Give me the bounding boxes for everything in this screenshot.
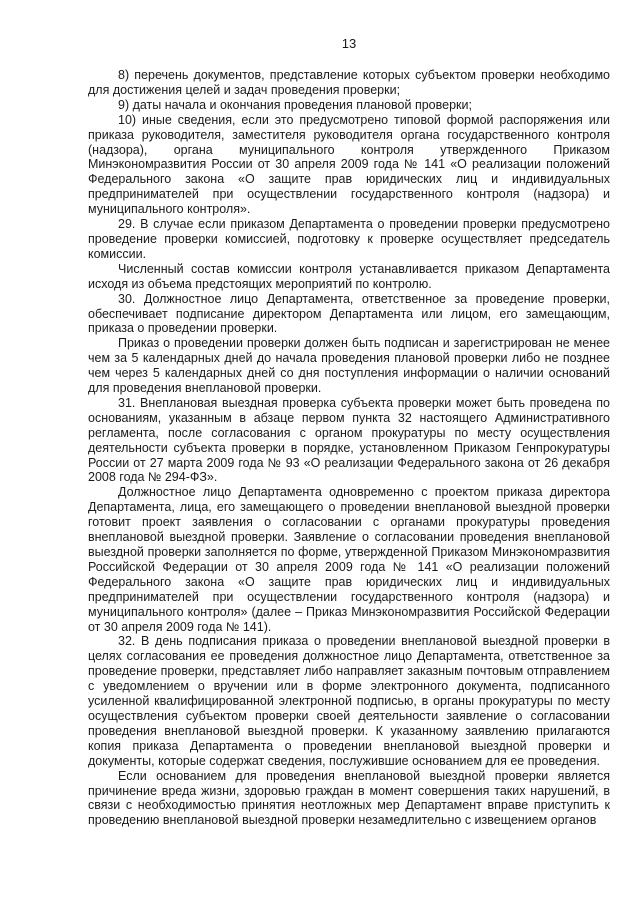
document-page (88, 36, 610, 828)
paragraph-urgent-inspection: Если основанием для проведения внеплановой выездной проверки является причинение вреда жизни, здоровью граждан в момент совершения таких нарушений, в связи с необходимостью принятия неотложных мер Департамент вправе приступить к проведению внеплановой выездной проверки незамедлительно с извещением органов (88, 768, 610, 828)
paragraph-clause-32: 32. В день подписания приказа о проведении внеплановой выездной проверки в целях согласования ее проведения должностное лицо Департамента, ответственное за проведение проверки, представляет либо направляет заказным почтовым отправлением с уведомлением о вручении или в форме электронного документа, подписанного усиленной квалифицированной электронной подписью, в органы прокуратуры по месту осуществления субъектом проверки своей деятельности заявление о согласовании проведения внеплановой выездной проверки. К указанному заявлению прилагаются копия приказа Департамента о проведении внеплановой выездной проверки и документы, которые содержат сведения, послужившие основанием для ее проведения. (88, 634, 610, 768)
paragraph-official-duties: Должностное лицо Департамента одновременно с проектом приказа директора Департамента, лица, его замещающего о проведении внеплановой выездной проверки готовит проект заявления о согласовании с органами прокуратуры проведения внеплановой выездной проверки. Заявление о согласовании проведения внеплановой выездной проверки заполняется по форме, утвержденной Приказом Минэкономразвития Российской Федерации от 30 апреля 2009 года № 141 «О реализации положений Федерального закона «О защите прав юридических лиц и индивидуальных предпринимателей при осуществлении государственного контроля (надзора) и муниципального контроля» (далее – Приказ Минэкономразвития Российской Федерации от 30 апреля 2009 года № 141). (88, 485, 610, 634)
document-body (88, 68, 610, 828)
paragraph-clause-30: 30. Должностное лицо Департамента, ответственное за проведение проверки, обеспечивает подписание директором Департамента или лицом, его замещающим, приказа о проведении проверки. (88, 291, 610, 336)
paragraph-item-9: 9) даты начала и окончания проведения плановой проверки; (118, 97, 472, 112)
paragraph-item-8: 8) перечень документов, представление которых субъектом проверки необходимо для достижения целей и задач проведения проверки; (88, 68, 610, 97)
paragraph-order-signing: Приказ о проведении проверки должен быть подписан и зарегистрирован не менее чем за 5 календарных дней до начала проведения плановой проверки либо не позднее чем через 5 календарных дней со дня поступления информации о наличии оснований для проведения внеплановой проверки. (88, 336, 610, 396)
paragraph-item-10: 10) иные сведения, если это предусмотрено типовой формой распоряжения или приказа руководителя, заместителя руководителя органа государственного контроля (надзора), органа муниципального контроля утвержденного Приказом Минэкономразвития России от 30 апреля 2009 года № 141 «О реализации положений Федерального закона «О защите прав юридических лиц и индивидуальных предпринимателей при осуществлении государственного контроля (надзора) и муниципального контроля». (88, 112, 610, 217)
paragraph-clause-31: 31. Внеплановая выездная проверка субъекта проверки может быть проведена по основаниям, указанным в абзаце первом пункта 32 настоящего Административного регламента, после согласования с органом прокуратуры по месту осуществления деятельности субъекта проверки в порядке, установленном Приказом Генпрокуратуры России от 27 марта 2009 года № 93 «О реализации Федерального закона от 26 декабря 2008 года № 294-ФЗ». (88, 395, 610, 485)
paragraph-commission-composition: Численный состав комиссии контроля устанавливается приказом Департамента исходя из объема предстоящих мероприятий по контролю. (88, 261, 610, 291)
page-number: 13 (341, 36, 357, 51)
paragraph-clause-29: 29. В случае если приказом Департамента о проведении проверки предусмотрено проведение проверки комиссией, подготовку к проверке осуществляет председатель комиссии. (88, 217, 610, 261)
